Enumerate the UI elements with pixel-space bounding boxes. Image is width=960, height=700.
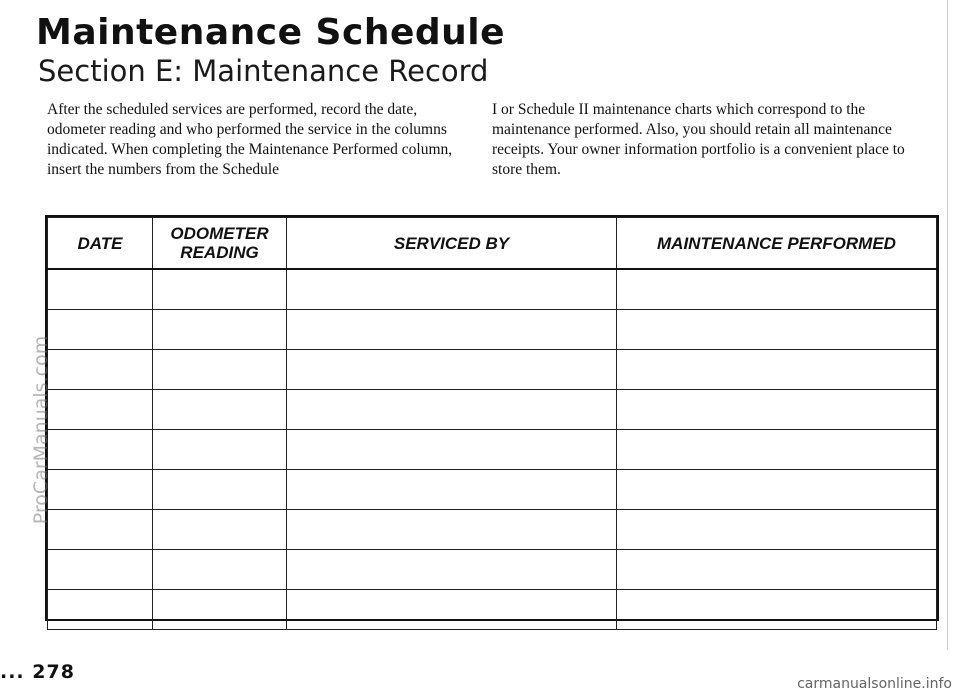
serviced-by-cell <box>287 390 617 430</box>
serviced-by-cell <box>287 430 617 470</box>
odometer-cell <box>153 430 287 470</box>
date-cell <box>48 590 153 630</box>
date-cell <box>48 470 153 510</box>
page-number: ... 278 <box>0 661 75 683</box>
odometer-cell <box>153 390 287 430</box>
table-row <box>48 510 937 550</box>
maintenance-record-table <box>45 215 939 621</box>
section-subtitle: Section E: Maintenance Record <box>38 54 489 88</box>
side-watermark: ProCarManuals.com <box>30 335 52 525</box>
table-row <box>48 350 937 390</box>
odometer-cell <box>153 310 287 350</box>
serviced-by-cell <box>287 269 617 310</box>
bottom-watermark: carmanualsonline.info <box>797 676 952 692</box>
maintenance-cell <box>617 350 937 390</box>
header-odometer-line2: READING <box>180 243 259 262</box>
maintenance-cell <box>617 430 937 470</box>
odometer-cell <box>153 470 287 510</box>
header-date: DATE <box>48 218 153 270</box>
table-row <box>48 310 937 350</box>
intro-paragraph-right: I or Schedule II maintenance charts which correspond to the maintenance performed. Also, you should retain all maintenance receipts. Your owner information portfolio is a convenient place to store them. <box>492 101 905 178</box>
serviced-by-cell <box>287 350 617 390</box>
maintenance-cell <box>617 390 937 430</box>
header-odometer-reading <box>153 218 287 270</box>
page-title: Maintenance Schedule <box>36 12 506 53</box>
odometer-cell <box>153 590 287 630</box>
serviced-by-cell <box>287 550 617 590</box>
intro-text <box>47 100 932 180</box>
page-edge-line <box>947 0 948 650</box>
odometer-cell <box>153 550 287 590</box>
maintenance-cell <box>617 310 937 350</box>
table-row <box>48 550 937 590</box>
table-row <box>48 470 937 510</box>
serviced-by-cell <box>287 310 617 350</box>
date-cell <box>48 350 153 390</box>
header-maintenance-performed: MAINTENANCE PERFORMED <box>617 218 937 270</box>
date-cell <box>48 510 153 550</box>
date-cell <box>48 269 153 310</box>
table-row <box>48 269 937 310</box>
date-cell <box>48 550 153 590</box>
maintenance-cell <box>617 470 937 510</box>
header-serviced-by: SERVICED BY <box>287 218 617 270</box>
maintenance-cell <box>617 269 937 310</box>
record-table-body <box>48 269 937 630</box>
serviced-by-cell <box>287 470 617 510</box>
date-cell <box>48 390 153 430</box>
header-odometer-line1: ODOMETER <box>170 224 269 243</box>
table-row <box>48 390 937 430</box>
odometer-cell <box>153 350 287 390</box>
maintenance-cell <box>617 590 937 630</box>
maintenance-cell <box>617 510 937 550</box>
odometer-cell <box>153 510 287 550</box>
date-cell <box>48 430 153 470</box>
serviced-by-cell <box>287 590 617 630</box>
maintenance-cell <box>617 550 937 590</box>
table-row <box>48 590 937 630</box>
intro-paragraph-left: After the scheduled services are performed, record the date, odometer reading and who performed the service in the columns indicated. When completing the Maintenance Performed column, insert the numbers from the Schedule <box>47 101 453 178</box>
serviced-by-cell <box>287 510 617 550</box>
odometer-cell <box>153 269 287 310</box>
date-cell <box>48 310 153 350</box>
table-row <box>48 430 937 470</box>
